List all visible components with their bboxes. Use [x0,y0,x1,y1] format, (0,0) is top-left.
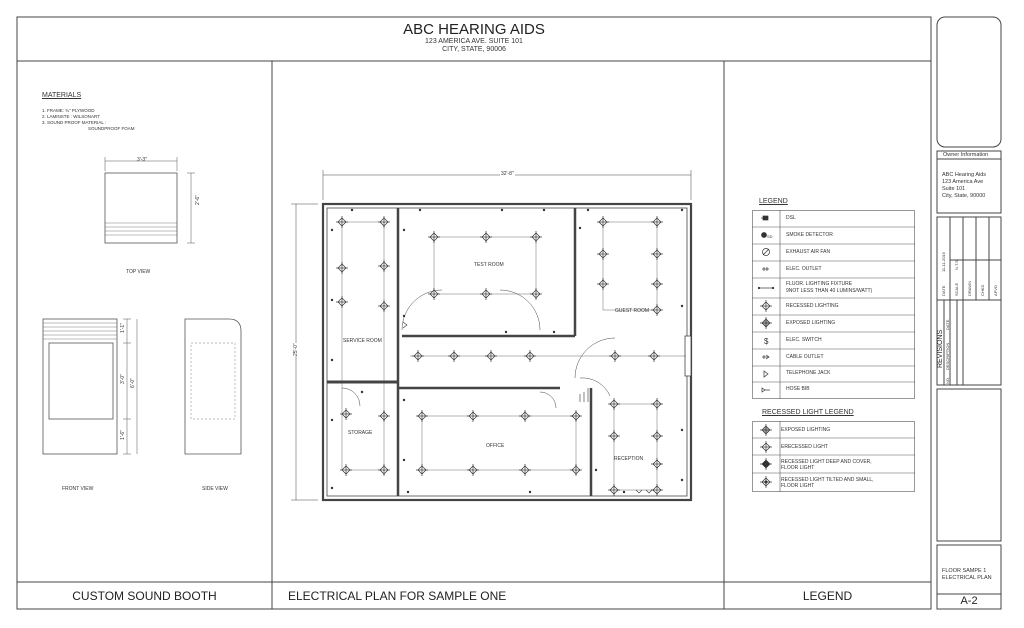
exhaust-fan-icon [763,249,770,256]
recessed-label-exposed: EXPOSED LIGHTING [781,427,831,433]
legend-label-switch: ELEC. SWITCH [786,337,822,343]
owner-line-1: ABC Hearing Aids [942,172,987,178]
sheet-title-2: ELECTRICAL PLAN [942,575,992,581]
legend-label-floor-fixture-2: 9NOT LESS THAN 40 LUMINS/WATT) [786,288,873,294]
recessed-label-tilted-2: FLOOR LIGHT [781,483,815,489]
front-dim-total: 6'-0" [130,378,136,388]
recessed-tilted-icon [760,476,772,488]
smoke-detector-icon [762,233,773,240]
materials-item-4: SOUNDPROOF FOAM [88,126,135,131]
recessed-label-deep-2: FLOOR LIGHT [781,465,815,471]
owner-line-4: City, State, 90000 [942,193,986,199]
recessed-label-deep: RECESSED LIGHT DEEP AND COVER, [781,459,872,465]
legend-label-cable: CABLE OUTLET [786,354,824,360]
owner-line-2: 123 America Ave [942,179,984,185]
side-view-label: SIDE VIEW [202,486,228,492]
plan-depth-dim: 25'-0" [293,343,299,356]
legend-label-recessed: RECESSED LIGHTING [786,303,839,309]
hose-bib-icon [762,388,770,392]
room-label-reception: RECEPTION [614,456,644,462]
footer-middle-title: ELECTRICAL PLAN FOR SAMPLE ONE [288,589,507,603]
legend-label-floor-fixture: FLUOR. LIGHTING FIXTURE [786,281,853,287]
address-line-1: 123 AMERICA AVE. SUITE 101 [425,38,523,45]
legend-label-hose-bib: HOSE BIB [786,386,810,392]
telephone-jack-icon [764,371,768,377]
legend-label-exposed: EXPOSED LIGHTING [786,320,836,326]
svg-text:SD: SD [767,234,773,239]
room-label-service-room: SERVICE ROOM [343,338,382,344]
legend-label-telephone: TELEPHONE JACK [786,370,831,376]
rev-date-label: DATE [941,285,946,296]
rev-no-label: NO. [945,376,950,384]
exposed-light-icon [760,317,772,329]
rev-chkd-label: CHKD [980,284,985,296]
drawing-title: ABC HEARING AIDS [403,21,545,38]
rev-scale-value: N.T.S. [954,259,959,270]
owner-line-3: Suite 101 [942,186,966,192]
rev-date2-label: DATE [945,319,950,330]
footer-left-title: CUSTOM SOUND BOOTH [72,589,217,603]
floor-fixture-icon [758,287,774,289]
recessed-label-erecessed: ERECESSED LIGHT [781,444,828,450]
top-view-width-dim: 3'-3" [137,157,147,163]
owner-info-header: Owner Information [943,152,989,158]
materials-item-2: 2. LAMINSTE : WILSONART [42,114,100,119]
room-label-storage: STORAGE [348,430,373,436]
rev-date-value: 11-11-2019 [941,252,946,272]
rev-description-label: DESCRIPTION [945,342,950,370]
recessed-light [336,216,348,228]
recessed-label-tilted: RECESSED LIGHT TILTED AND SMALL, [781,477,874,483]
front-dim-3: 1'-6" [120,430,126,440]
revisions-label: REVISIONS [937,329,944,368]
materials-item-3: 3. SOUND PROOF MATERIAL : [42,120,107,125]
outlets [331,209,683,493]
legend-label-elec-outlet: ELEC. OUTLET [786,266,822,272]
top-view-label: TOP VIEW [126,269,151,275]
materials-item-1: 1. FRAME: ¾" PLYWOOD [42,108,95,113]
recessed-light-icon [760,300,772,312]
dsl-icon [761,216,768,220]
rev-scale-label: SCALE [954,282,959,296]
recessed-legend-title: RECESSED LIGHT LEGEND [762,409,854,416]
erecessed-light-icon [760,441,772,453]
rev-apvd-label: APVD [993,285,998,296]
exposed-light-icon [760,424,772,436]
top-view-depth-dim: 2'-6" [195,195,201,205]
footer-right-title: LEGEND [802,589,853,603]
front-dim-1: 1'-1" [120,323,126,333]
materials-title: MATERIALS [42,92,82,99]
address-line-2: CITY, STATE, 90006 [442,46,506,53]
rev-drawn-label: DRAWN [967,281,972,296]
recessed-deep-icon [760,458,772,470]
cable-outlet-icon [762,355,769,359]
legend-label-smoke-detector: SMOKE DETECTOR [786,232,833,238]
room-label-office: OFFICE [486,443,505,449]
elec-outlet-icon [762,267,769,271]
plan-width-dim: 32'-8" [501,171,514,177]
switch-icon: $ [764,337,769,346]
front-dim-2: 3'-0" [120,374,126,384]
room-label-guest-room: GUEST ROOM [615,308,650,314]
legend-title: LEGEND [759,198,788,205]
legend-label-exhaust-fan: EXHAUST AIR FAN [786,249,831,255]
front-view-label: FRONT VIEW [62,486,94,492]
sheet-number: A-2 [960,595,978,607]
sheet-title-1: FLOOR SAMPE 1 [942,568,987,574]
legend-label-dsl: DSL [786,215,796,221]
room-label-test-room: TEST ROOM [474,262,504,268]
